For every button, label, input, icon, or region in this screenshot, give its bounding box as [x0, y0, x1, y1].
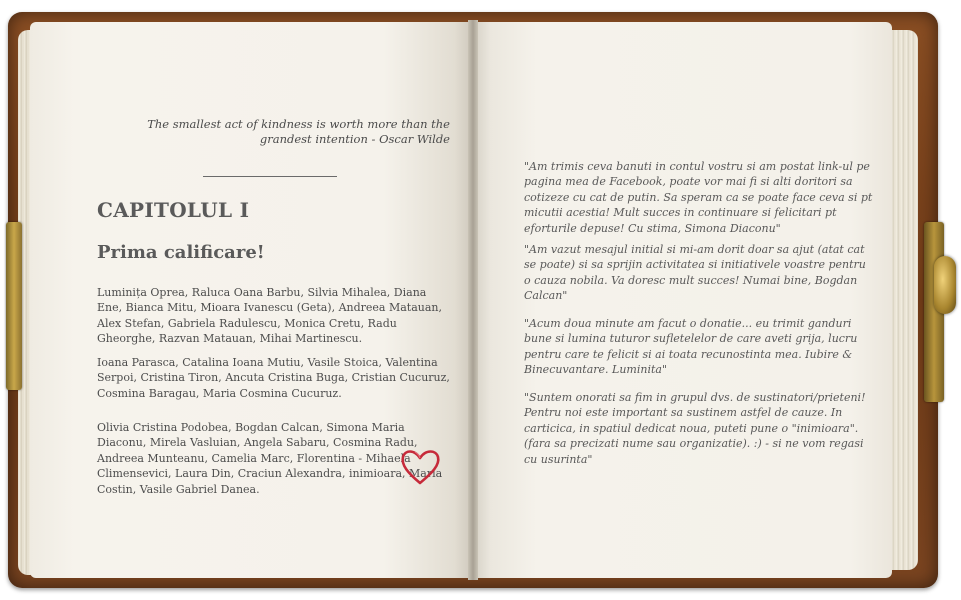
- clasp-knob-icon[interactable]: [934, 256, 956, 314]
- names-paragraph: Luminița Oprea, Raluca Oana Barbu, Silvia Mihalea, Diana Ene, Bianca Mitu, Mioara Ivanescu (Geta), Andreea Matauan, Alex Stefan, Gabriela Radulescu, Monica Cretu, Radu Gheorghe, Razvan Matauan, Mihai Martinescu.: [97, 286, 443, 346]
- epigraph-quote: The smallest act of kindness is worth more than the grandest intention - Oscar Wilde: [147, 117, 450, 146]
- chapter-subtitle: Prima calificare!: [97, 242, 265, 263]
- names-paragraph: Ioana Parasca, Catalina Ioana Mutiu, Vasile Stoica, Valentina Serpoi, Cristina Tiron, Ancuta Cristina Buga, Cristian Cucuruz, Cosmina Baragau, Maria Cosmina Cucuruz.: [97, 356, 450, 400]
- chapter-title: CAPITOLUL I: [97, 198, 250, 222]
- names-paragraph: Olivia Cristina Podobea, Bogdan Calcan, Simona Maria Diaconu, Mirela Vasluian, Angela Sabaru, Cosmina Radu, Andreea Munteanu, Camelia Marc, Florentina - Mihaela Climensevici, Laura Din, Craciun Alexandra, inimioara, Maria Costin, Vasile Gabriel Danea.: [97, 421, 443, 496]
- supporter-message: "Acum doua minute am facut o donatie... eu trimit ganduri bune si lumina tuturor sufletelelor de care aveti grija, lucru pentru care te felicit si ai toata recunostinta mea. Iubire & Binecuvantare. Luminita": [524, 317, 858, 377]
- divider-line: [203, 176, 337, 177]
- clasp-left-icon: [6, 222, 22, 390]
- supporter-message: "Suntem onorati sa fim in grupul dvs. de sustinatori/prieteni! Pentru noi este important sa sustinem astfel de cauze. In carticica, in spatiul dedicat noua, puteti pune o "inimioara". (fara sa precizati nume sau organizatie). :) - si ne vom regasi cu usurinta": [524, 391, 866, 466]
- book-spine: [468, 20, 478, 580]
- supporter-message: "Am vazut mesajul initial si mi-am dorit doar sa ajut (atat cat se poate) si sa sprijin activitatea si initiativele voastre pentru o cauza nobila. Va doresc mult succes! Numai bine, Bogdan Calcan": [524, 243, 866, 303]
- supporter-message: "Am trimis ceva banuti in contul vostru si am postat link-ul pe pagina mea de Facebook, poate vor mai fi si alti doritori sa cotizeze cu cat de putin. Sa speram ca se poate face ceva si pt micutii acestia! Mult succes in continuare si felicitari pt eforturile depuse! Cu stima, Simona Diaconu": [524, 160, 873, 235]
- heart-icon: [398, 446, 442, 486]
